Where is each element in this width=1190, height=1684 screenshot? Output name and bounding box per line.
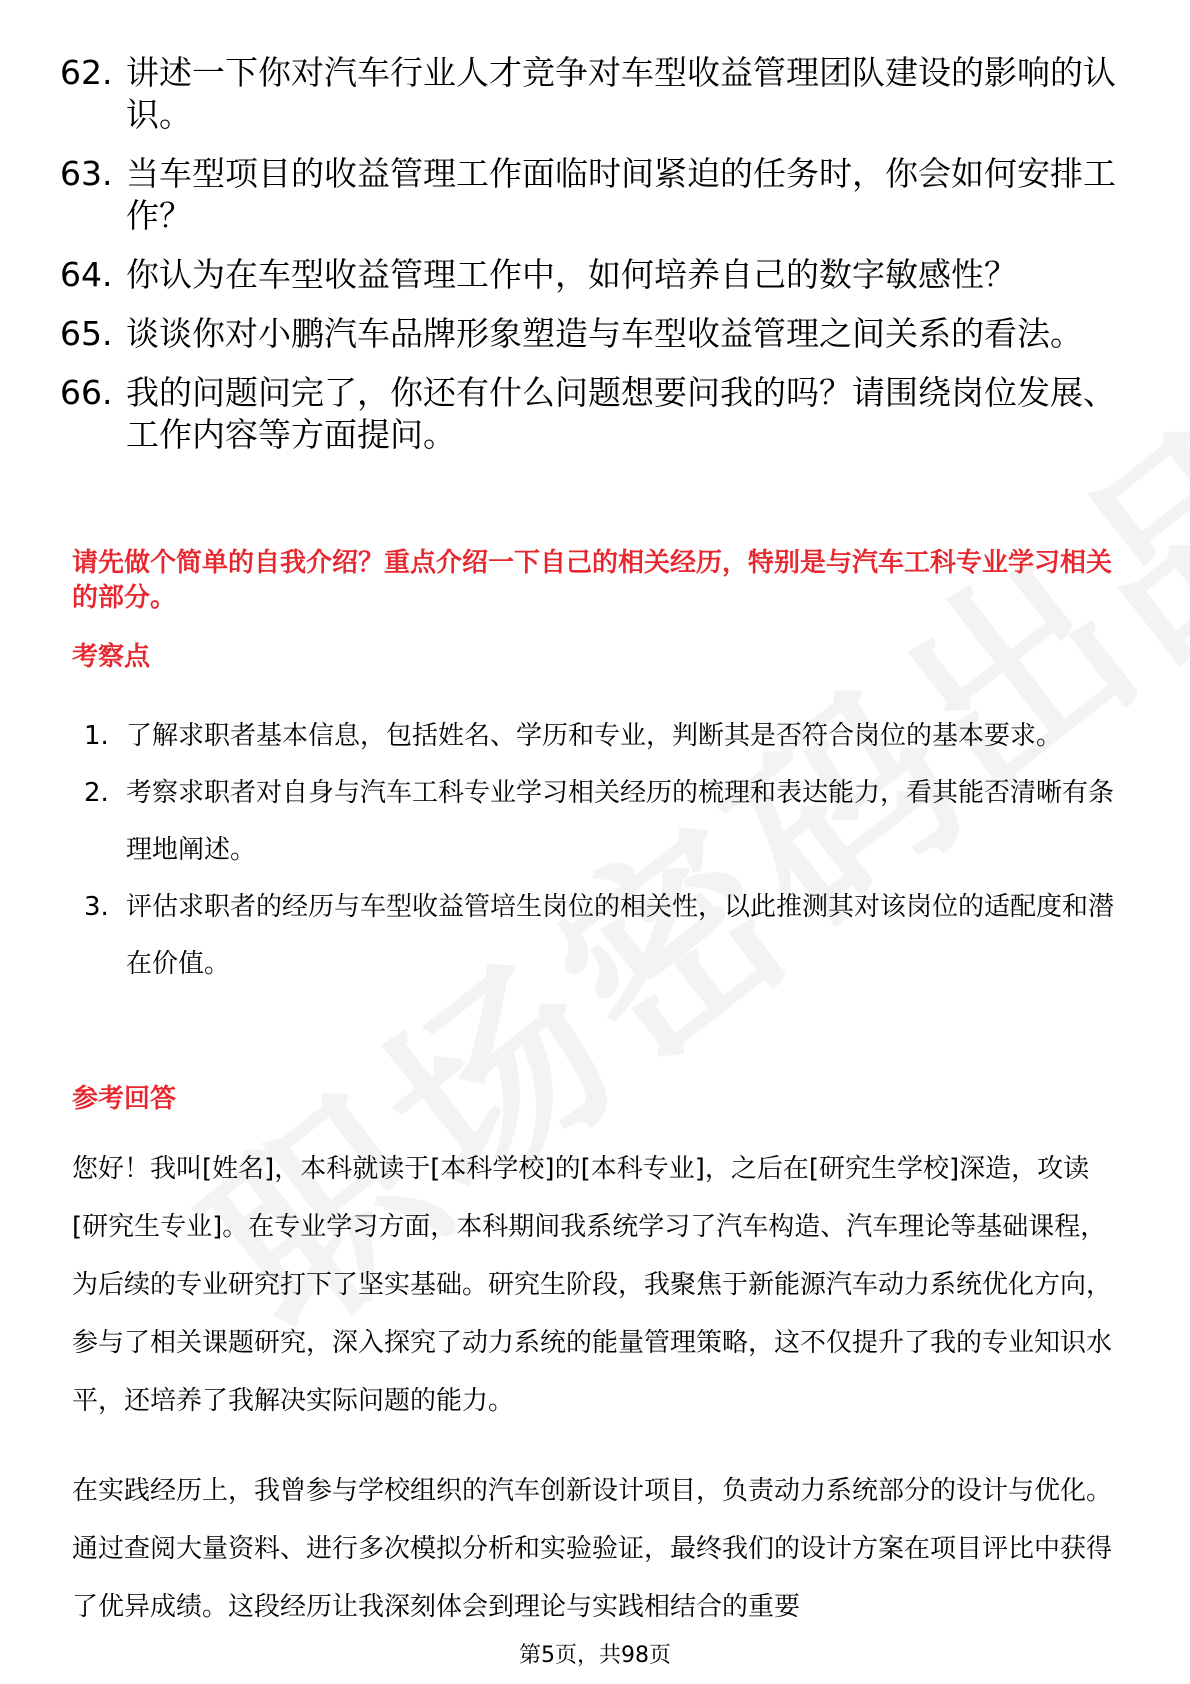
question-text: 我的问题问完了，你还有什么问题想要问我的吗？请围绕岗位发展、工作内容等方面提问。 [126, 373, 1116, 454]
question-item [60, 153, 1120, 237]
question-number: 66. [60, 373, 113, 412]
answer-label: 参考回答 [72, 1084, 177, 1114]
focus-point-text: 评估求职者的经历与车型收益管培生岗位的相关性，以此推测其对该岗位的适配度和潜在价值。 [126, 892, 1115, 979]
focus-point-text: 考察求职者对自身与汽车工科专业学习相关经历的梳理和表达能力，看其能否清晰有条理地阐述。 [126, 778, 1115, 865]
question-list [60, 52, 1120, 473]
question-item [60, 254, 1120, 296]
question-text: 当车型项目的收益管理工作面临时间紧迫的任务时，你会如何安排工作？ [126, 154, 1116, 235]
page-footer: 第5页，共98页 [519, 1643, 671, 1668]
question-number: 65. [60, 314, 113, 353]
interview-question-heading: 请先做个简单的自我介绍？重点介绍一下自己的相关经历，特别是与汽车工科专业学习相关的部分。 [72, 548, 1113, 613]
question-item [60, 52, 1120, 136]
focus-point [84, 765, 1114, 879]
focus-point-number: 2. [84, 778, 109, 808]
focus-point [84, 708, 1114, 765]
answer-paragraph: 在实践经历上，我曾参与学校组织的汽车创新设计项目，负责动力系统部分的设计与优化。通过查阅大量资料、进行多次模拟分析和实验验证，最终我们的设计方案在项目评比中获得了优异成绩。这段经历让我深刻体会到理论与实践相结合的重要 [72, 1476, 1113, 1622]
answer-paragraph: 您好！我叫[姓名]，本科就读于[本科学校]的[本科专业]，之后在[研究生学校]深造，攻读[研究生专业]。在专业学习方面，本科期间我系统学习了汽车构造、汽车理论等基础课程，为后续的专业研究打下了坚实基础。研究生阶段，我聚焦于新能源汽车动力系统优化方向，参与了相关课题研究，深入探究了动力系统的能量管理策略，这不仅提升了我的专业知识水平，还培养了我解决实际问题的能力。 [72, 1154, 1113, 1416]
question-item [60, 372, 1120, 456]
focus-point-list [84, 708, 1114, 993]
question-number: 63. [60, 154, 113, 193]
focus-point-number: 1. [84, 721, 109, 751]
focus-point-text: 了解求职者基本信息，包括姓名、学历和专业，判断其是否符合岗位的基本要求。 [126, 721, 1063, 751]
question-number: 62. [60, 53, 113, 92]
focus-label: 考察点 [72, 642, 151, 672]
focus-point-number: 3. [84, 892, 109, 922]
focus-point [84, 879, 1114, 993]
question-text: 你认为在车型收益管理工作中，如何培养自己的数字敏感性？ [126, 255, 1017, 294]
question-number: 64. [60, 255, 113, 294]
question-text: 讲述一下你对汽车行业人才竞争对车型收益管理团队建设的影响的认识。 [126, 53, 1116, 134]
question-item [60, 313, 1120, 355]
question-text: 谈谈你对小鹏汽车品牌形象塑造与车型收益管理之间关系的看法。 [126, 314, 1083, 353]
